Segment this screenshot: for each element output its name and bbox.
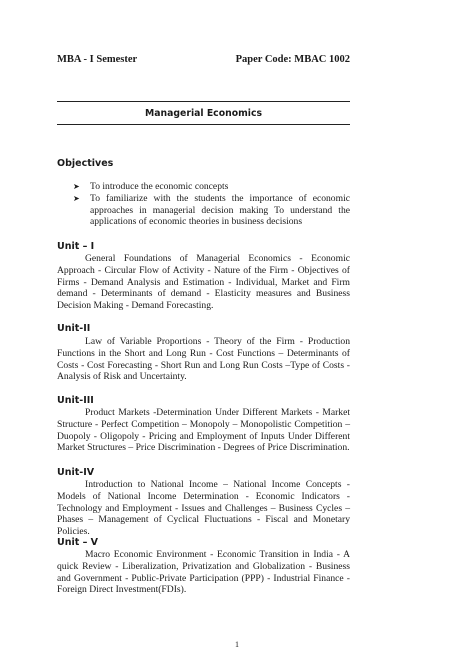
unit-2-body: Law of Variable Proportions - Theory of the Firm - Production Functions in the Short and Long Run - Cost Functions – Determinants of Costs - Cost Forecasting - Short Run and Long Run Costs –Type of Costs - Analysis of Risk and Uncertainty. — [57, 336, 350, 383]
title-bottom-rule — [57, 124, 350, 125]
unit-2-heading: Unit-II — [57, 323, 91, 334]
objectives-list — [73, 181, 350, 228]
unit-4-body: Introduction to National Income – National Income Concepts - Models of National Income Determination - Economic Indicators - Technology and Employment - Issues and Challenges – Business Cycles – Phases – Management of Cyclical Fluctuations - Fiscal and Monetary Policies. — [57, 479, 350, 538]
objectives-heading: Objectives — [57, 158, 114, 169]
semester-label: MBA - I Semester — [57, 54, 138, 65]
course-title: Managerial Economics — [144, 108, 263, 119]
arrowhead-bullet-icon: ➤ — [73, 182, 80, 191]
page-number: 1 — [235, 640, 239, 649]
arrowhead-bullet-icon: ➤ — [73, 193, 80, 203]
objective-text: To familiarize with the students the importance of economic approaches in managerial decision making To understand the applications of economic theories in business decisions — [90, 192, 350, 228]
unit-3-body: Product Markets -Determination Under Different Markets - Market Structure - Perfect Competition – Monopoly – Monopolistic Competition – Duopoly - Oligopoly - Pricing and Employment of Inputs Under Different Market Structures – Price Discrimination - Degrees of Price Discrimination. — [57, 407, 350, 454]
unit-4-heading: Unit-IV — [57, 467, 95, 478]
objective-item — [73, 181, 350, 193]
unit-1-body: General Foundations of Managerial Economics - Economic Approach - Circular Flow of Activity - Nature of the Firm - Objectives of Firms - Demand Analysis and Estimation - Individual, Market and Firm demand - Determinants of demand - Elasticity measures and Business Decision Making - Demand Forecasting. — [57, 253, 350, 312]
paper-code-label: Paper Code: MBAC 1002 — [235, 54, 350, 65]
title-top-rule — [57, 101, 350, 102]
unit-5-body: Macro Economic Environment - Economic Transition in India - A quick Review - Liberalization, Privatization and Globalization - Business and Government - Public-Private Participation (PPP) - Industrial Finance - Foreign Direct Investment(FDIs). — [57, 549, 350, 596]
unit-1-heading: Unit – I — [57, 241, 95, 252]
objective-text: To introduce the economic concepts — [90, 181, 229, 192]
unit-3-heading: Unit-III — [57, 395, 94, 406]
page-header — [57, 54, 350, 65]
unit-5-heading: Unit – V — [57, 537, 98, 548]
objective-item — [73, 193, 350, 228]
